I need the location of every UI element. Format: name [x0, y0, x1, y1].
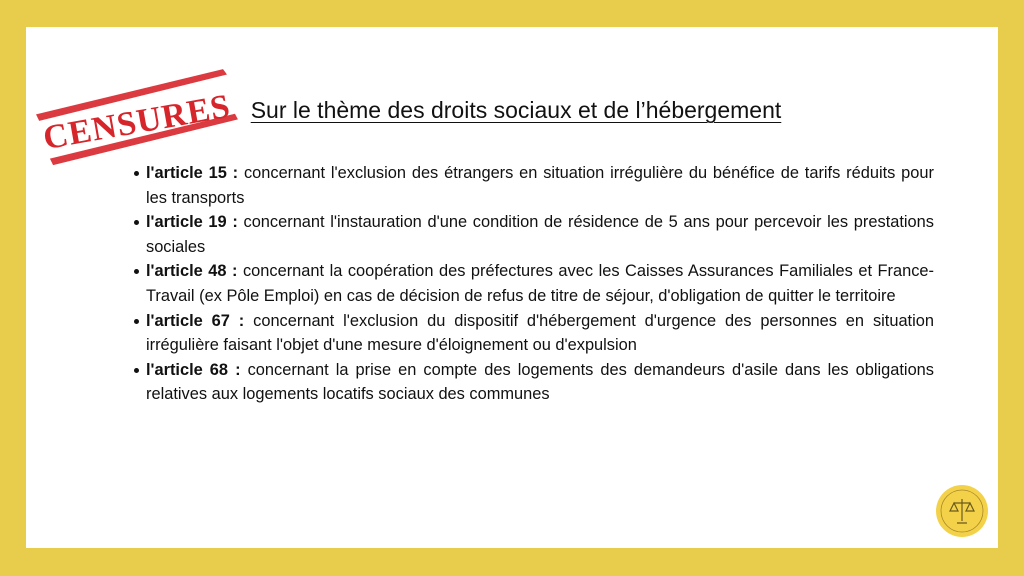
- article-label: l'article 19 :: [146, 213, 238, 232]
- article-label: l'article 67 :: [146, 311, 245, 330]
- bullet-icon: [134, 368, 139, 373]
- censures-stamp: [30, 57, 242, 167]
- article-text: concernant l'instauration d'une condition de résidence de 5 ans pour percevoir les prestations sociales: [146, 213, 934, 256]
- article-label: l'article 68 :: [146, 360, 241, 379]
- list-item: [146, 309, 934, 358]
- article-text: concernant la coopération des préfectures avec les Caisses Assurances Familiales et France-Travail (ex Pôle Emploi) en cas de décision de refus de titre de séjour, d'obligation de quitter le territoire: [146, 262, 934, 305]
- bullet-icon: [134, 319, 139, 324]
- article-text: concernant la prise en compte des logements des demandeurs d'asile dans les obligations relatives aux logements locatifs sociaux des communes: [146, 360, 934, 404]
- bullet-icon: [134, 220, 139, 225]
- article-label: l'article 15 :: [146, 164, 239, 182]
- list-item: [146, 210, 934, 259]
- list-item: [146, 161, 934, 210]
- page-title: Sur le thème des droits sociaux et de l’hébergement: [250, 97, 782, 123]
- bullet-icon: [134, 171, 139, 176]
- bullet-icon: [134, 269, 139, 274]
- article-list: [146, 161, 934, 407]
- article-text: concernant l'exclusion des étrangers en situation irrégulière du bénéfice de tarifs réduits pour les transports: [146, 164, 934, 207]
- slide-card: [26, 27, 998, 548]
- article-label: l'article 48 :: [146, 262, 238, 281]
- article-text: concernant l'exclusion du dispositif d'hébergement d'urgence des personnes en situation irrégulière faisant l'objet d'une mesure d'éloignement ou d'expulsion: [146, 311, 934, 355]
- organization-logo: [934, 483, 990, 539]
- stamp-text: CENSURES: [40, 87, 234, 158]
- list-item: [146, 259, 934, 308]
- list-item: [146, 358, 934, 407]
